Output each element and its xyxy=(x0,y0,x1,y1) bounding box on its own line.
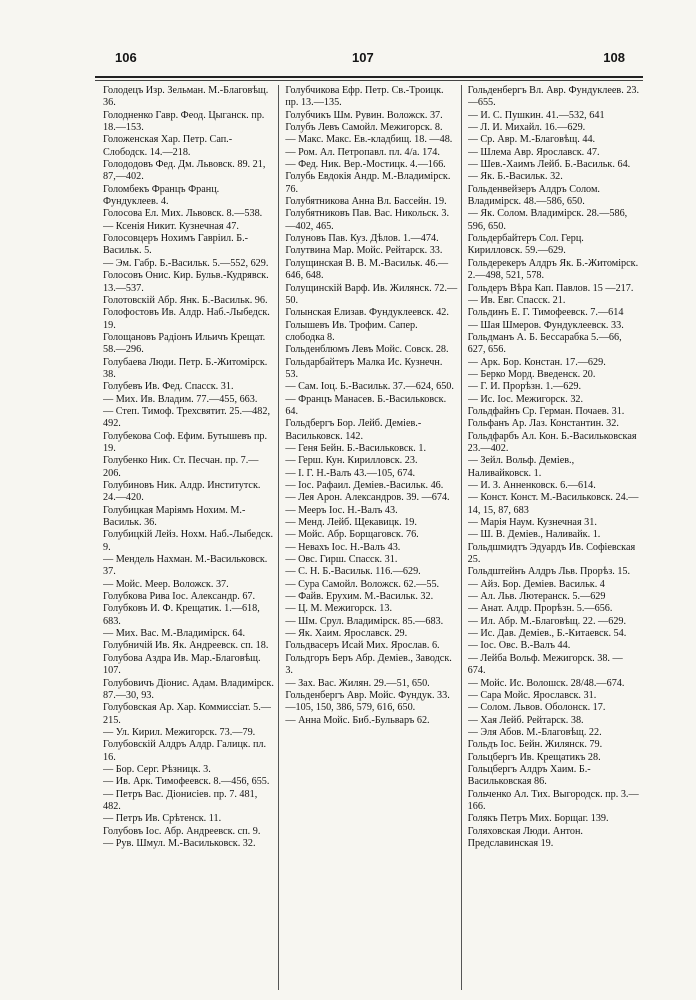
directory-entry: Гольдфайнъ Ср. Герман. Почаев. 31. xyxy=(467,405,625,417)
directory-entry: — Ул. Кирил. Межигорск. 73.—79. xyxy=(103,726,256,738)
column-right xyxy=(468,85,643,990)
directory-entry: Голубиновъ Ник. Алдр. Институтск. 24.—420. xyxy=(103,480,261,504)
directory-entry: Голофостовъ Ив. Алдр. Наб.-Лыбедск. 19. xyxy=(103,307,270,331)
directory-entry: — Іос. Овс. В.-Валъ 44. xyxy=(467,640,571,652)
directory-entry: — Ц. М. Межигорск. 13. xyxy=(285,603,393,615)
directory-entry: — Айз. Бор. Деміев. Васильк. 4 xyxy=(467,578,605,590)
directory-entry: Голубовская Ар. Хар. Коммиссіат. 5.—215. xyxy=(103,702,271,726)
directory-entry: — Менд. Лейб. Щекавицк. 19. xyxy=(285,517,417,529)
directory-entry: — Солом. Львов. Оболонск. 17. xyxy=(467,702,606,714)
directory-entry: — Ср. Авр. М.-Благовѣщ. 44. xyxy=(467,134,596,146)
directory-entry: Гольдгоръ Беръ Абр. Деміев., Заводск. 3. xyxy=(285,652,452,677)
directory-entry: — Шм. Срул. Владимірск. 85.—683. xyxy=(285,615,444,627)
directory-entry: Голубчикъ Шм. Рувин. Воложск. 37. xyxy=(285,109,443,121)
directory-entry: Гольченко Ал. Тих. Выгородск. пр. 3.—166. xyxy=(467,788,639,812)
directory-entry: — Арк. Бор. Констан. 17.—629. xyxy=(467,356,606,368)
directory-entry: Голутвина Мар. Мойс. Рейтарск. 33. xyxy=(285,245,443,257)
directory-entry: — Берко Морд. Введенск. 20. xyxy=(467,368,596,380)
directory-entry: — Степ. Тимоф. Трехсвятит. 25.—482, 492. xyxy=(103,405,271,430)
directory-entry: — Ром. Ал. Петропавл. пл. 4/а. 174. xyxy=(285,146,440,158)
column-center xyxy=(285,85,461,990)
directory-entry: — Макс. Макс. Ев.-кладбищ. 18. —48. xyxy=(285,134,453,146)
directory-entry: — Францъ Манасев. Б.-Васильковск. 64. xyxy=(285,393,447,417)
directory-entry: Голубовскій Алдръ Алдр. Галицк. пл. 16. xyxy=(103,739,267,763)
directory-entry: — Сура Самойл. Воложск. 62.—55. xyxy=(285,578,440,590)
directory-entry: Гольдвасеръ Исай Мих. Ярослав. 6. xyxy=(285,640,440,652)
directory-entry: Голубкова Рива Іос. Александр. 67. xyxy=(103,591,256,603)
directory-entry: — Анат. Алдр. Прорѣзн. 5.—656. xyxy=(467,603,613,615)
directory-entry: — Невахъ Іос. Н.-Валъ 43. xyxy=(285,541,401,553)
directory-entry: — Петръ Ив. Срѣтенск. 11. xyxy=(103,813,222,825)
directory-entry: — Мойс. Меер. Воложск. 37. xyxy=(103,578,229,590)
directory-entry: — Як. Солом. Владимірск. 28.—586, 596, 650. xyxy=(467,208,628,232)
header-rule xyxy=(95,76,643,81)
directory-entry: — Мееръ Іос. Н.-Валъ 43. xyxy=(285,504,398,516)
directory-entry: Голотовскій Абр. Янк. Б.-Васильк. 96. xyxy=(103,294,268,306)
directory-entry: Голущинская В. В. М.-Васильк. 46.—646, 648. xyxy=(285,257,449,282)
directory-entry: Голубевъ Ив. Фед. Спасск. 31. xyxy=(103,381,234,393)
directory-entry: — Зах. Вас. Жилян. 29.—51, 650. xyxy=(285,677,430,689)
directory-entry: Голосова Ел. Мих. Львовск. 8.—538. xyxy=(103,208,263,220)
directory-entry: — Петръ Вас. Діонисіев. пр. 7. 481, 482. xyxy=(103,788,258,812)
directory-entry: Гольдинъ Е. Г. Тимофеевск. 7.—614 xyxy=(467,307,624,319)
directory-entry: — Мендель Нахман. М.-Васильковск. 37. xyxy=(103,554,268,578)
directory-entry: — Лея Арон. Александров. 39. —674. xyxy=(285,492,450,504)
directory-entry: — Герш. Кун. Кирилловск. 23. xyxy=(285,455,418,467)
directory-entry: Голущинскій Варф. Ив. Жилянск. 72.—50. xyxy=(285,282,458,306)
directory-entry: — Як. Б.-Васильк. 32. xyxy=(467,171,563,183)
directory-entry: Голышевъ Ив. Трофим. Сапер. слободка 8. xyxy=(285,319,418,343)
directory-entry: Гольденвейзеръ Алдръ Солом. Владимірск. 48.—586, 650. xyxy=(467,183,600,208)
page-number-right: 108 xyxy=(603,50,625,65)
directory-entry: Гольденбергъ Вл. Авр. Фундуклеев. 23.—655. xyxy=(467,85,640,109)
directory-entry: — Як. Хаим. Ярославск. 29. xyxy=(285,628,408,640)
directory-entry: Голомбекъ Францъ Франц. Фундуклеев. 4. xyxy=(103,183,220,208)
directory-entry: — Марія Наум. Кузнечная 31. xyxy=(467,517,597,529)
directory-entry: Гольдштейнъ Алдръ Льв. Прорѣз. 15. xyxy=(467,566,631,578)
directory-entry: — Овс. Гирш. Спасск. 31. xyxy=(285,554,398,566)
directory-entry: — Эм. Габр. Б.-Васильк. 5.—552, 629. xyxy=(103,257,269,269)
directory-entry: Гольцбергъ Ив. Крещатикъ 28. xyxy=(467,751,601,763)
directory-entry: — Анна Мойс. Биб.-Бульваръ 62. xyxy=(285,714,430,726)
directory-entry: — Ш. В. Деміев., Наливайк. 1. xyxy=(467,529,601,541)
directory-entry: Гольдерекеръ Алдръ Як. Б.-Житомірск. 2.—498, 521, 578. xyxy=(467,257,639,282)
directory-entry: Гольденбергъ Авр. Мойс. Фундук. 33.—105, 150, 386, 579, 616, 650. xyxy=(285,689,450,714)
directory-entry: Голубекова Соф. Ефим. Бутышевъ пр. 19. xyxy=(103,430,268,454)
directory-entry: — Ис. Дав. Деміев., Б.-Китаевск. 54. xyxy=(467,628,627,640)
directory-entry: Голодненко Гавр. Феод. Цыганск. пр. 18.—153. xyxy=(103,109,265,134)
directory-entry: — Фед. Ник. Вер.-Мостицк. 4.—166. xyxy=(285,159,446,171)
directory-entry: Гольденблюмъ Левъ Мойс. Совск. 28. xyxy=(285,344,449,356)
directory-entry: — Ал. Льв. Лютеранск. 5.—629 xyxy=(467,591,606,603)
directory-entry: — Хая Лейб. Рейтарск. 38. xyxy=(467,714,584,726)
directory-entry: — Г. И. Прорѣзн. 1.—629. xyxy=(467,381,582,393)
directory-entry: — С. Н. Б.-Васильк. 116.—629. xyxy=(285,566,421,578)
directory-entry: Голубъ Левъ Самойл. Межигорск. 8. xyxy=(285,122,443,134)
directory-entry: Гольдарбайтеръ Малка Ис. Кузнечн. 53. xyxy=(285,356,443,380)
directory-entry: Гольдманъ А. Б. Бессарабка 5.—66, 627, 656. xyxy=(467,331,622,356)
directory-entry: Голубятникова Анна Вл. Бассейн. 19. xyxy=(285,196,447,208)
page-number-left: 106 xyxy=(115,50,137,65)
directory-entry: — Шев.-Хаимъ Лейб. Б.-Васильк. 64. xyxy=(467,159,631,171)
directory-entry: Голубаева Люди. Петр. Б.-Житомірск. 38. xyxy=(103,356,268,380)
directory-entry: — И. С. Пушкин. 41.—532, 641 xyxy=(467,109,605,121)
directory-entry: — Файв. Ерухим. М.-Васильк. 32. xyxy=(285,591,434,603)
page-header xyxy=(95,50,643,70)
directory-entry: — Мойс. Абр. Борщаговск. 76. xyxy=(285,529,419,541)
directory-entry: Гольдшмидтъ Эдуардъ Ив. Софіевская 25. xyxy=(467,541,636,566)
directory-entry: — Рув. Шмул. М.-Васильковск. 32. xyxy=(103,837,256,849)
directory-entry: — Шая Шмеров. Фундуклеевск. 33. xyxy=(467,319,624,331)
directory-entry: Голынская Елизав. Фундуклеевск. 42. xyxy=(285,307,449,319)
directory-entry: Голубковъ И. Ф. Крещатик. 1.—618, 683. xyxy=(103,603,260,627)
directory-entry: — І. Г. Н.-Валъ 43.—105, 674. xyxy=(285,467,416,479)
directory-entry: — Мих. Вас. М.-Владимірск. 64. xyxy=(103,628,246,640)
directory-entry: Голубицкій Лейз. Нохм. Наб.-Лыбедск. 9. xyxy=(103,529,274,553)
directory-entry: Гольдеръ Вѣра Кап. Павлов. 15 —217. xyxy=(467,282,634,294)
directory-columns xyxy=(103,85,643,990)
directory-entry: Голубовичъ Діонис. Адам. Владимірск. 87.—30, 93. xyxy=(103,677,274,701)
directory-entry: Голубчикова Ефр. Петр. Св.-Троицк. пр. 13.—135. xyxy=(285,85,444,109)
directory-entry: — Шлема Авр. Ярославск. 47. xyxy=(467,146,600,158)
directory-entry: — Ксенія Никит. Кузнечная 47. xyxy=(103,220,239,232)
directory-entry: Голубова Аздра Ив. Мар.-Благовѣщ. 107. xyxy=(103,652,261,677)
directory-entry: — Эля Абов. М.-Благовѣщ. 22. xyxy=(467,726,602,738)
directory-entry: — Л. И. Михайл. 16.—629. xyxy=(467,122,586,134)
directory-entry: Гольдфарбъ Ал. Кон. Б.-Васильковская 23.—402. xyxy=(467,430,637,454)
directory-entry: Голубничій Ив. Як. Андреевск. сп. 18. xyxy=(103,640,269,652)
directory-entry: Голубовъ Іос. Абр. Андреевск. сп. 9. xyxy=(103,825,261,837)
page-number-center: 107 xyxy=(352,50,374,65)
directory-entry: Гольдербайтеръ Сол. Герц. Кирилловск. 59.—629. xyxy=(467,233,584,257)
directory-entry: — Геня Бейн. Б.-Васильковск. 1. xyxy=(285,442,427,454)
directory-entry: Голоженская Хар. Петр. Сап.-Слободск. 14.—218. xyxy=(103,134,233,158)
directory-entry: Голубь Евдокія Андр. М.-Владимірск. 76. xyxy=(285,171,451,195)
directory-entry: Гольцбергъ Алдръ Хаим. Б.-Васильковская 86. xyxy=(467,763,591,788)
directory-entry: — Ил. Абр. М.-Благовѣщ. 22. —629. xyxy=(467,615,627,627)
directory-entry: Гольдъ Іос. Бейн. Жилянск. 79. xyxy=(467,739,603,751)
directory-entry: — Мойс. Ис. Волошск. 28/48.—674. xyxy=(467,677,625,689)
directory-entry: — Ив. Евг. Спасск. 21. xyxy=(467,294,566,306)
directory-entry: — Ис. Іос. Межигорск. 32. xyxy=(467,393,584,405)
directory-entry: — Конст. Конст. М.-Васильковск. 24.—14, 15, 87, 683 xyxy=(467,492,639,516)
directory-entry: Гольфанъ Ар. Лаз. Константин. 32. xyxy=(467,418,619,430)
directory-entry: — Ив. Арк. Тимофеевск. 8.—456, 655. xyxy=(103,776,270,788)
directory-entry: — Мих. Ив. Владим. 77.—455, 663. xyxy=(103,393,258,405)
directory-entry: Голощановъ Радіонъ Ильичъ Крещат. 58.—296. xyxy=(103,331,266,356)
directory-entry: Голододовъ Фед. Дм. Львовск. 89. 21, 87,—402. xyxy=(103,159,266,183)
directory-entry: Голодецъ Изр. Зельман. М.-Благовѣщ. 36. xyxy=(103,85,269,109)
directory-entry: Гольдбергъ Бор. Лейб. Деміев.-Васильковск. 142. xyxy=(285,418,422,442)
directory-entry: Голубятниковъ Пав. Вас. Никольск. 3.—402, 465. xyxy=(285,208,450,232)
directory-entry: — Іос. Рафаил. Деміев.-Васильк. 46. xyxy=(285,480,444,491)
directory-entry: Голубенко Ник. Ст. Песчан. пр. 7.—206. xyxy=(103,455,259,479)
directory-entry: — Зейл. Вольф. Деміев., Наливайковск. 1. xyxy=(467,455,575,479)
directory-entry: — Сара Мойс. Ярославск. 31. xyxy=(467,689,597,701)
directory-entry: — Сам. Іоц. Б.-Васильк. 37.—624, 650. xyxy=(285,381,454,393)
directory-entry: — И. З. Анненковск. 6.—614. xyxy=(467,480,596,491)
directory-entry: — Лейба Вольф. Межигорск. 38. —674. xyxy=(467,652,623,677)
column-left xyxy=(103,85,279,990)
directory-entry: Голосовцеръ Нохимъ Гавріил. Б.-Васильк. 5. xyxy=(103,233,249,257)
directory-entry: Голяховская Люди. Антон. Предславинская 19. xyxy=(467,825,583,849)
directory-entry: Голубицкая Маріямъ Нохим. М.-Васильк. 36. xyxy=(103,504,246,529)
directory-entry: Голуновъ Пав. Куз. Дѣлов. 1.—474. xyxy=(285,233,439,245)
directory-entry: — Бор. Серг. Рѣзницк. 3. xyxy=(103,763,211,775)
directory-entry: Голякъ Петръ Мих. Борщаг. 139. xyxy=(467,813,609,825)
directory-entry: Голосовъ Онис. Кир. Бульв.-Кудрявск. 13.—537. xyxy=(103,270,269,294)
